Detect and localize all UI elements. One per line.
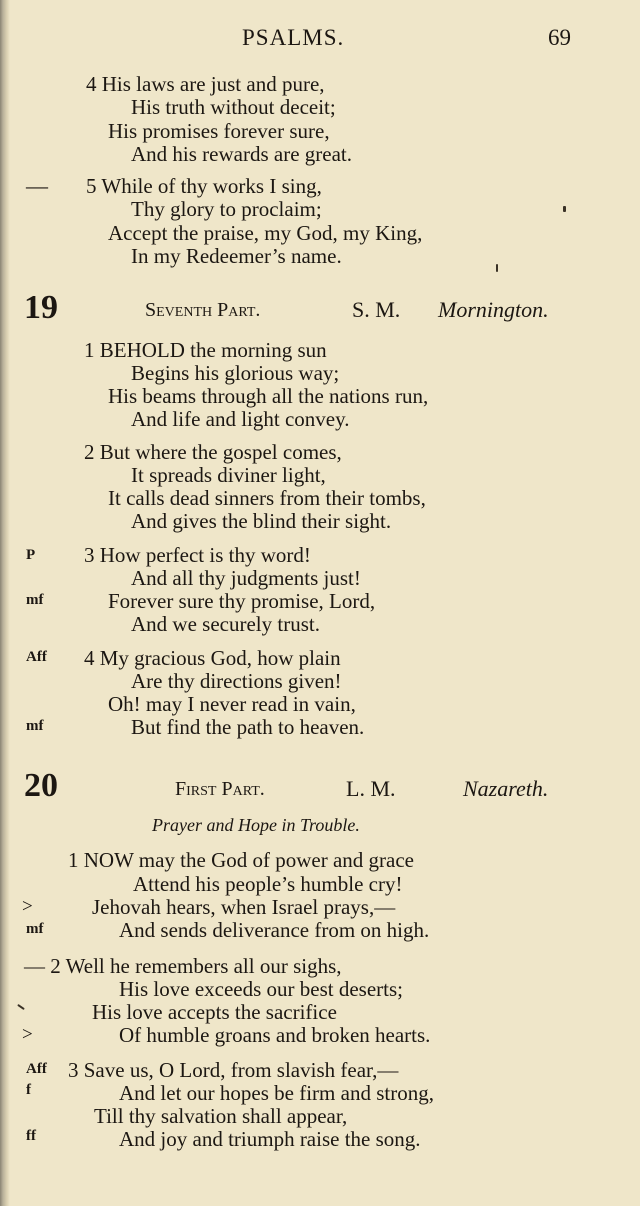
verse-line: Till thy salvation shall appear, (94, 1104, 348, 1128)
verse-line: His truth without deceit; (131, 95, 336, 119)
dynamic-marker: > (22, 1024, 33, 1045)
verse-line: 4 His laws are just and pure, (86, 72, 325, 96)
verse-line: Oh! may I never read in vain, (108, 692, 356, 716)
verse-line: And life and light convey. (131, 407, 350, 431)
dynamic-marker: — (26, 173, 48, 198)
verse-line: His love exceeds our best deserts; (119, 977, 404, 1001)
hymn-subtitle: Prayer and Hope in Trouble. (152, 815, 360, 835)
verse-line: Forever sure thy promise, Lord, (108, 589, 376, 613)
hymn-tune: Mornington. (438, 297, 549, 322)
verse-line: Are thy directions given! (131, 669, 342, 693)
verse-line: 3 Save us, O Lord, from slavish fear,— (68, 1058, 399, 1082)
verse-line: His beams through all the nations run, (108, 384, 429, 408)
verse-line: It spreads diviner light, (131, 463, 326, 487)
verse-line: And let our hopes be firm and strong, (119, 1081, 434, 1105)
verse-line: Jehovah hears, when Israel prays,— (92, 895, 396, 919)
verse-line: And all thy judgments just! (131, 566, 361, 590)
verse-line: And we securely trust. (131, 612, 320, 636)
dynamic-marker: Aff (26, 649, 47, 665)
dynamic-marker: mf (26, 718, 44, 734)
hymn-meter: L. M. (346, 776, 396, 801)
dynamic-marker: mf (26, 921, 44, 937)
hymn-meter: S. M. (352, 297, 401, 322)
verse-line: 1 BEHOLD the morning sun (84, 338, 327, 362)
verse-line: It calls dead sinners from their tombs, (108, 486, 426, 510)
hymn-part: Seventh Part. (145, 299, 261, 321)
hymn-tune: Nazareth. (463, 776, 549, 801)
verse-line: And his rewards are great. (131, 142, 352, 166)
verse-line: 2 But where the gospel comes, (84, 440, 342, 464)
page-header (0, 25, 640, 55)
hymn-number: 20 (24, 767, 58, 804)
ink-speck (563, 206, 566, 212)
dynamic-marker: Aff (26, 1061, 47, 1077)
page-gutter-shadow (0, 0, 10, 1206)
verse-line: Of humble groans and broken hearts. (119, 1023, 431, 1047)
verse-line: And gives the blind their sight. (131, 509, 392, 533)
verse-line: 1 NOW may the God of power and grace (68, 848, 414, 872)
dynamic-marker: mf (26, 592, 44, 608)
verse-line: Accept the praise, my God, my King, (108, 221, 423, 245)
hymn-number: 19 (24, 289, 58, 326)
verse-line: Thy glory to proclaim; (131, 197, 322, 221)
running-title: PSALMS. (242, 25, 345, 50)
page-number: 69 (548, 25, 571, 50)
verse-line: 5 While of thy works I sing, (86, 174, 322, 198)
verse-line: His promises forever sure, (108, 119, 330, 143)
verse-line: And sends deliverance from on high. (119, 918, 430, 942)
verse-line: His love accepts the sacrifice (92, 1000, 337, 1024)
verse-line: And joy and triumph raise the song. (119, 1127, 421, 1151)
ink-speck (17, 1004, 25, 1010)
hymn-part: First Part. (175, 778, 265, 800)
verse-line: Begins his glorious way; (131, 361, 340, 385)
ink-speck (496, 264, 498, 272)
verse-line: 4 My gracious God, how plain (84, 646, 341, 670)
dynamic-marker: f (26, 1082, 31, 1098)
verse-line: But find the path to heaven. (131, 715, 365, 739)
dynamic-marker: > (22, 896, 33, 917)
dynamic-marker: ff (26, 1128, 36, 1144)
verse-line: In my Redeemer’s name. (131, 244, 342, 268)
verse-line: — 2 Well he remembers all our sighs, (24, 954, 342, 978)
verse-line: 3 How perfect is thy word! (84, 543, 311, 567)
dynamic-marker: P (26, 547, 36, 563)
verse-line: Attend his people’s humble cry! (133, 872, 403, 896)
